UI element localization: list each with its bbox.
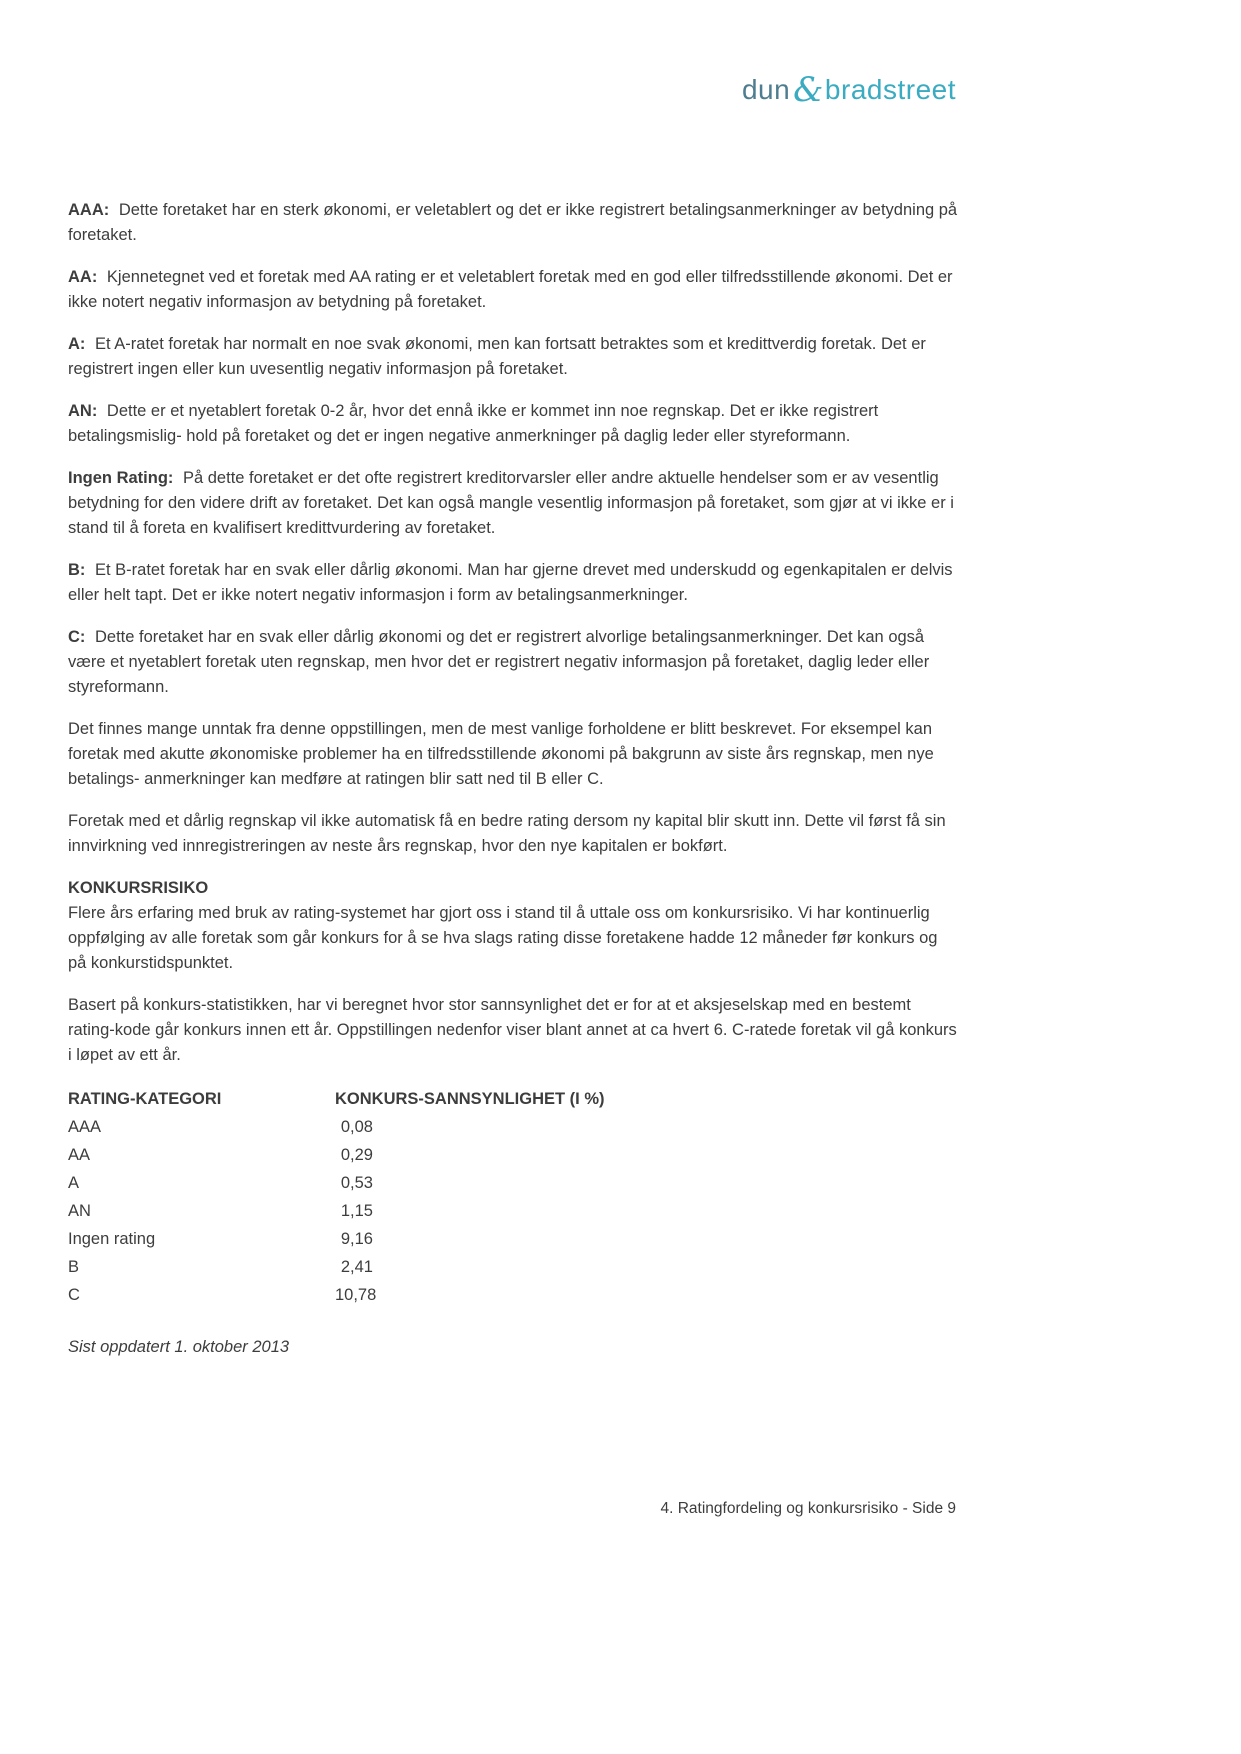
rating-label: AA: [68,268,98,286]
probability-cell: 0,53 [340,1173,373,1192]
logo-bradstreet-text: bradstreet [824,74,956,105]
general-paragraph: Det finnes mange unntak fra denne oppstillingen, men de mest vanlige forholdene er blitt beskrevet. For eksempel kan foretak med akutte økonomiske problemer ha en tilfredsstillende økonomi på bakgrunn av siste års regnskap, men nye betalings- anmerkninger kan medføre at ratingen blir satt ned til B eller C. [68,720,934,788]
probability-cell: 1,15 [340,1201,373,1220]
rating-category-cell: C [68,1285,80,1304]
probability-cell: 0,08 [340,1117,373,1136]
rating-label: A: [68,335,86,353]
table-row [68,1281,958,1309]
general-paragraphs [68,717,958,859]
logo-dun-text: dun [741,74,791,105]
table-row [68,1253,958,1281]
table-header-row [68,1085,958,1113]
rating-label: C: [68,628,86,646]
table-body [68,1113,958,1309]
rating-category-cell: AN [68,1201,91,1220]
page-footer: 4. Ratingfordeling og konkursrisiko - Side 9 [660,1500,956,1517]
rating-label: AN: [68,402,98,420]
rating-paragraph: Ingen Rating: På dette foretaket er det ofte registrert kreditorvarsler eller andre aktuelle hendelser som er av vesentlig betydning for den videre drift av foretaket. Det kan også mangle vesentlig informasjon på foretaket, som gjør at vi ikke er i stand til å foreta en kvalifisert kredittvurdering av foretaket. [68,469,954,537]
table-header-category: RATING-KATEGORI [68,1089,222,1108]
rating-category-cell: B [68,1257,80,1276]
probability-cell: 0,29 [340,1145,373,1164]
table-row [68,1169,958,1197]
general-paragraph: Foretak med et dårlig regnskap vil ikke automatisk få en bedre rating dersom ny kapital blir skutt inn. Dette vil først få sin innvirkning ved innregistreringen av neste års regnskap, hvor den nye kapitalen er bokført. [68,812,946,855]
probability-cell: 2,41 [340,1257,373,1276]
rating-paragraph: C: Dette foretaket har en svak eller dårlig økonomi og det er registrert alvorlige betalingsanmerkninger. Det kan også være et nyetablert foretak uten regnskap, men hvor det er registrert negativ informasjon på foretaket, daglig leder eller styreformann. [68,628,930,696]
table-row [68,1113,958,1141]
rating-label: Ingen Rating: [68,469,174,487]
ampersand-icon: & [793,70,824,110]
rating-paragraphs [68,198,958,700]
table-row [68,1141,958,1169]
table-header-probability: KONKURS-SANNSYNLIGHET (I %) [335,1089,605,1108]
rating-label: AAA: [68,201,110,219]
rating-category-cell: AA [68,1145,91,1164]
rating-category-cell: Ingen rating [68,1229,156,1248]
rating-paragraph: AAA: Dette foretaket har en sterk økonomi, er veletablert og det er ikke registrert betalingsanmerkninger av betydning på foretaket. [68,201,958,244]
table-row [68,1197,958,1225]
rating-category-cell: AAA [68,1117,102,1136]
konkursrisiko-paragraphs [68,901,958,1068]
rating-paragraph: A: Et A-ratet foretak har normalt en noe svak økonomi, men kan fortsatt betraktes som et kredittverdig foretak. Det er registrert ingen eller kun uvesentlig negativ informasjon på foretaket. [68,335,926,378]
rating-paragraph: AN: Dette er et nyetablert foretak 0-2 år, hvor det ennå ikke er kommet inn noe regnskap. Det er ikke registrert betalingsmislig- hold på foretaket og det er ingen negative anmerkninger på daglig leder eller styreformann. [68,402,879,445]
probability-cell: 10,78 [335,1285,377,1304]
updated-note: Sist oppdatert 1. oktober 2013 [68,1338,290,1356]
konkursrisiko-paragraph: Basert på konkurs-statistikken, har vi beregnet hvor stor sannsynlighet det er for at et aksjeselskap med en bestemt rating-kode går konkurs innen ett år. Oppstillingen nedenfor viser blant annet at ca hvert 6. C-ratede foretak vil gå konkurs i løpet av ett år. [68,996,957,1064]
konkursrisiko-paragraph: Flere års erfaring med bruk av rating-systemet har gjort oss i stand til å uttale oss om konkursrisiko. Vi har kontinuerlig oppfølging av alle foretak som går konkurs for å se hva slags rating disse foretakene hadde 12 måneder før konkurs og på konkurstidspunktet. [68,904,938,972]
rating-paragraph: AA: Kjennetegnet ved et foretak med AA rating er et veletablert foretak med en god eller tilfredsstillende økonomi. Det er ikke notert negativ informasjon av betydning på foretaket. [68,268,953,311]
dnb-logo [68,70,956,110]
table-row [68,1225,958,1253]
konkursrisiko-section [68,876,958,1068]
rating-table [68,1085,958,1309]
rating-category-cell: A [68,1173,80,1192]
konkursrisiko-heading: KONKURSRISIKO [68,879,209,897]
rating-paragraph: B: Et B-ratet foretak har en svak eller dårlig økonomi. Man har gjerne drevet med underskudd og egenkapitalen er delvis eller helt tapt. Det er ikke notert negativ informasjon i form av betalingsanmerkninger. [68,561,953,604]
rating-label: B: [68,561,86,579]
document-content [68,198,958,1360]
probability-cell: 9,16 [340,1229,373,1248]
